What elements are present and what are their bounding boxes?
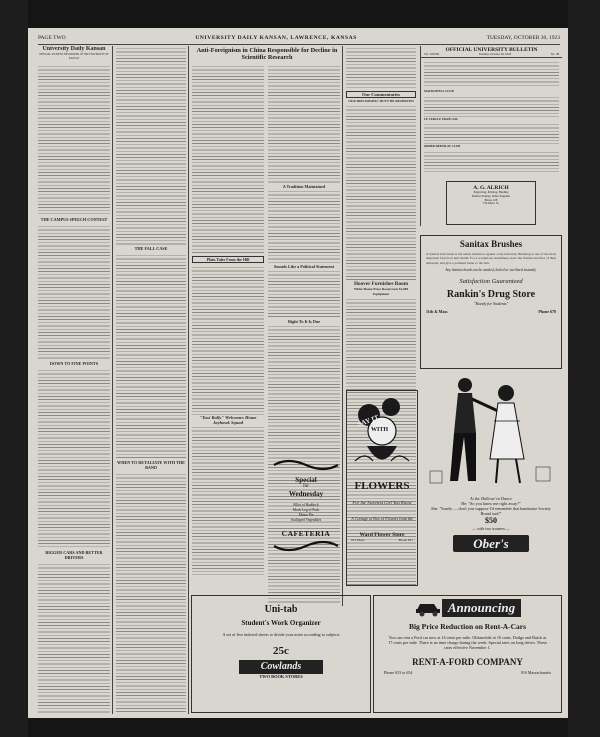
right-head: Right To It Is Due (287, 319, 321, 324)
column-rule (112, 46, 113, 714)
page-label: PAGE TWO (38, 35, 66, 41)
alrich-ad (446, 181, 536, 225)
with-text: WITH (371, 427, 389, 433)
bulletin-volume: Vol. XXVIII (424, 52, 440, 56)
rentacar-company: RENT-A-FORD COMPANY (412, 656, 523, 667)
rankins-store-name: Rankin's Drug Store (446, 289, 536, 301)
paper-title: UNIVERSITY DAILY KANSAN, LAWRENCE, KANSAS (195, 35, 357, 41)
rentacar-headline: Big Price Reduction on Rent-A-Cars (408, 622, 527, 631)
obers-logo: Ober's (453, 535, 529, 552)
sanitax-body: A Sanitax hair brush is the safest insurance against scalp infection. Brushing is one of the most important factors in hair health. For a scrupulous cleanliness, have the bristles and face of their antiseptic and give a polished luster to the hair. (426, 252, 556, 265)
bulletin-item-2: LE CERCLE FRANCAIS (424, 116, 458, 121)
menu-item-2: Mock Leg of Pork (292, 508, 320, 512)
unitab-price: 25c (273, 645, 289, 658)
editorial-head-3: BIGGER CARS AND BETTER DRIVERS (45, 549, 103, 560)
bulletin-number: No. 38 (550, 52, 559, 56)
rentacar-phone: Phone 653 or 654 (384, 669, 413, 675)
bulletin-date: Tuesday, October 30, 1923 (478, 52, 512, 56)
rowlands-store-line: TWO BOOK STORES (259, 674, 303, 680)
rentacar-ad (373, 595, 562, 713)
issue-date: TUESDAY, OCTOBER 30, 1923 (486, 35, 560, 41)
flowers-headline: FLOWERS (354, 480, 410, 492)
alrich-name: A. G. ALRICH (473, 185, 509, 191)
alrich-line-1: Engraving, Printing, Binding (473, 190, 509, 194)
rankins-address: 11th & Mass (426, 309, 448, 315)
masthead-subtitle: OFFICIAL STUDENT NEWSPAPER OF THE UNIVERSITY OF KANSAS (39, 53, 109, 60)
obers-line-1: At the Hallowe'en Dance (470, 496, 512, 501)
obers-line-3: She: "Surely — don't you suppose I'd remember that handsome Society Brand suit?" (431, 506, 551, 516)
menu-item-4: Scalloped Vegetables (290, 518, 322, 522)
ornament-top (270, 459, 342, 471)
bulletin-item-3: ORDER DEMOLAY CLUB (424, 144, 460, 149)
rentacar-address: 916 Massachusetts (520, 669, 551, 675)
editorial-head-2: DOWN TO FINE POINTS (49, 360, 99, 366)
say-it-text: SAY IT (356, 413, 380, 429)
cafeteria-name: CAFETERIA (281, 529, 331, 538)
cafeteria-ad (270, 458, 342, 586)
tradition-head: A Tradition Maintained (282, 184, 326, 189)
sweetest-girl-line: For the Sweetest Girl You Know (352, 500, 412, 505)
menu-item-3: Mince Pie (298, 513, 314, 517)
day-label: Wednesday (288, 490, 324, 498)
editorial-column (38, 46, 110, 714)
dancing-couple-illustration (420, 371, 562, 491)
sanitax-title: Sanitax Brushes (459, 239, 523, 249)
column-rule (188, 46, 189, 714)
col2-head-2: WHEN TO RETALIATE WITH THE BAND (117, 460, 185, 470)
taxi-rally-head: "Taxi Rally" Welcomes Home Jayhawk Squad (199, 415, 257, 425)
political-statement-head: Sounds Like a Political Statement (273, 264, 335, 269)
unitab-subtitle: Student's Work Organizer (241, 619, 321, 627)
lead-headline: Anti-Foreignism in China Responsible for Decline in Scientific Research (196, 47, 338, 62)
ward-phone: Phone 621 (398, 538, 413, 542)
obers-ad (420, 371, 562, 591)
sanitax-line-2: Any Sanitax brush can be washed, boiled or sterilized instantly. (445, 268, 537, 273)
unitab-title: Uni-tab (264, 604, 298, 615)
commentaries-item-head: OUR DIPLOMATIC DUTY BE RESERVED (348, 99, 414, 103)
unitab-ad (191, 595, 371, 713)
rankins-slogan: "Handy for Students" (473, 301, 509, 307)
column-two (116, 46, 186, 714)
col2-text-1 (116, 46, 186, 246)
editorial-text-3 (38, 562, 110, 714)
obers-price: $50 (485, 516, 497, 525)
bulletin-title: OFFICIAL UNIVERSITY BULLETIN (445, 47, 538, 53)
col2-text-3 (116, 472, 186, 714)
unitab-body: A set of five indexed sheets to divide your notes according to subjects (222, 632, 340, 637)
menu-item-1: Fillet of Haddock (293, 503, 319, 507)
col2-head-1: THE FALL CASE (134, 246, 168, 251)
announcing-banner: Announcing (442, 599, 521, 617)
car-icon (414, 599, 442, 617)
editorial-head-1: THE CAMPUS SPEECH CONTEST (40, 216, 108, 222)
obers-tail: — with two trousers — (472, 526, 510, 531)
rentacar-body: You can rent a Ford car now at 14 cents per mile. Oldsmobile at 16 cents. Dodge and Buick at 17 cents per mile. There is no time charge during the week. Special rates on long drives. These rates effective November 1. (388, 635, 547, 651)
col2-text-2 (116, 253, 186, 458)
special-label: Special (295, 476, 317, 484)
editorial-text-2 (38, 368, 110, 548)
alrich-line-3: Phone 228 (484, 197, 498, 202)
hoover-head: Hoover Furnishes Room (353, 281, 409, 287)
rankins-phone: Phone 678 (538, 309, 556, 315)
sanitax-guarantee: Satisfaction Guaranteed (459, 278, 523, 286)
corsage-line: A Corsage or Box of Flowers from the (351, 516, 413, 521)
page-header (38, 32, 560, 45)
hoover-subhead: White House Press Room Gets $1,000 Equipment (353, 287, 409, 296)
bulletin-item-1: MACDOWELL CLUB (424, 88, 454, 93)
obers-line-2: He: "So you know me right away?" (461, 501, 521, 506)
plain-tales-head: Plain Tales From the Hill (192, 256, 264, 263)
newspaper-page (28, 28, 568, 718)
editorial-text-1 (38, 224, 110, 359)
rowlands-logo: Cowlands (239, 660, 323, 674)
ornament-bottom (270, 540, 342, 552)
for-label: for (303, 484, 309, 489)
alrich-line-4: 734 Mass. St. (482, 201, 500, 206)
masthead-staff-block (38, 64, 110, 214)
column-rule (342, 46, 343, 606)
flowers-ad (346, 390, 418, 586)
alrich-line-2: Rubber Stamps, Other Supplies (472, 193, 510, 198)
sanitax-ad (420, 235, 562, 369)
ward-store-name: Ward Flower Store (359, 532, 405, 538)
masthead-title: University Daily Kansan (42, 46, 106, 52)
lead-story-col-a (192, 64, 264, 584)
commentaries-head: Our Commentaries (346, 91, 416, 98)
ward-address: 931 Mass. (351, 538, 365, 542)
